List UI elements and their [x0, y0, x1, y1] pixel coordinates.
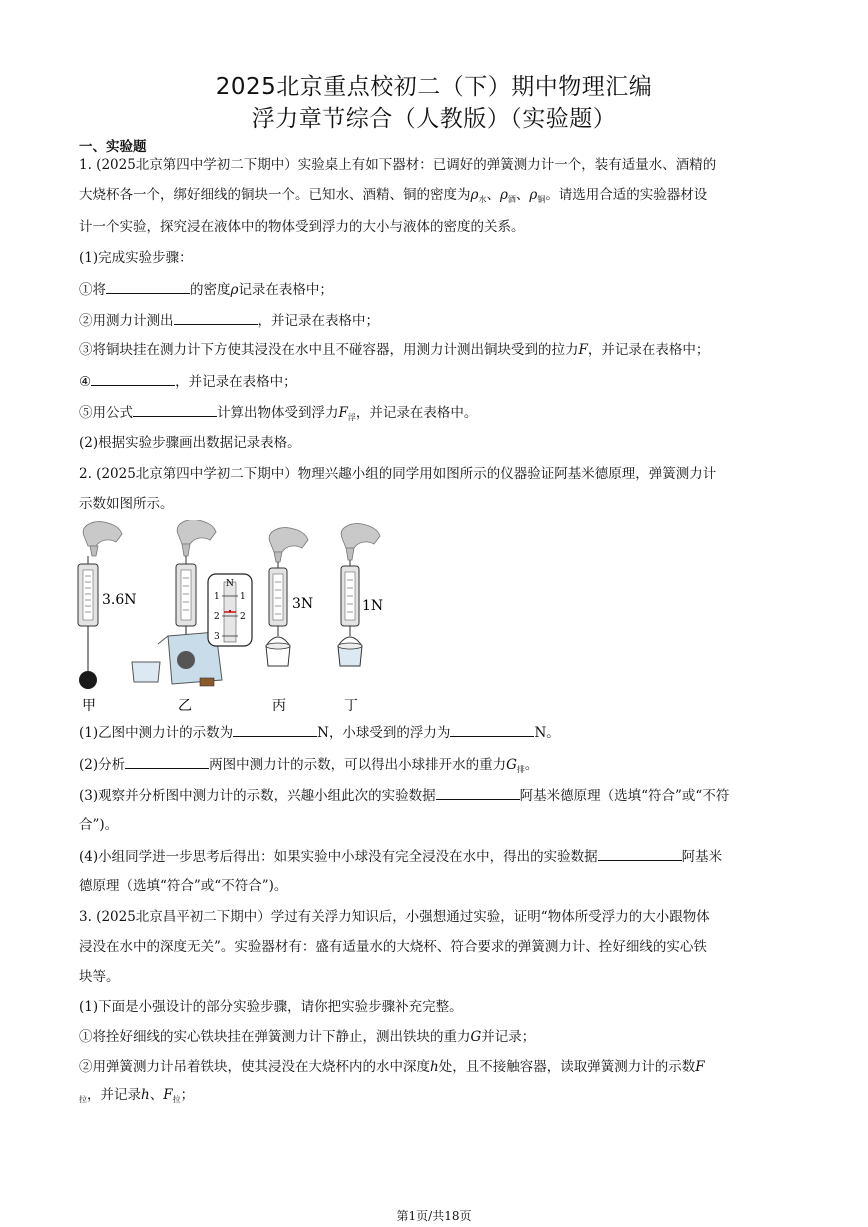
q3-step-1: ①将拴好细线的实心铁块挂在弹簧测力计下静止，测出铁块的重力G并记录； — [79, 1029, 536, 1045]
q1-step-2: ②用测力计测出 ，并记录在表格中； — [79, 313, 379, 329]
q1-step-1: ①将 的密度ρ记录在表格中； — [79, 282, 333, 298]
experiment-figure — [70, 520, 450, 720]
reading-ding: 1N — [362, 598, 384, 614]
label-jia: 甲 — [82, 698, 96, 714]
answer-blank[interactable] — [125, 755, 209, 769]
q3-line-2: 浸没在水中的深度无关”。实验器材有：盛有适量水的大烧杯、符合要求的弹簧测力计、拴好细线的实心铁 — [79, 939, 707, 955]
reading-bing: 3N — [292, 596, 314, 612]
zoom-tick-label: 1 — [214, 592, 220, 602]
q2-part-4-cont: 德原理（选填“符合”或“不符合”)。 — [79, 878, 288, 894]
label-bing: 丙 — [272, 698, 286, 714]
q3-step-2-cont: $_拉$，并记录h、$F_拉$； — [79, 1087, 195, 1104]
answer-blank[interactable] — [233, 723, 317, 737]
hand-icon — [341, 524, 380, 560]
q1-step-5: ⑤用公式 计算出物体受到浮力$F_浮$，并记录在表格中。 — [79, 405, 478, 422]
q2-part-2: (2)分析 两图中测力计的示数，可以得出小球排开水的重力$G_排$。 — [79, 757, 539, 774]
spring-scale-icon — [338, 560, 362, 646]
q2-line-2: 示数如图所示。 — [79, 496, 174, 512]
spring-scale-icon — [78, 556, 98, 689]
answer-blank[interactable] — [106, 280, 190, 294]
zoom-tick-label: 2 — [240, 612, 246, 622]
zoom-unit-label: N — [226, 579, 234, 589]
q1-part-2: (2)根据实验步骤画出数据记录表格。 — [79, 435, 301, 451]
small-beaker-icon — [132, 662, 160, 682]
q3-line-1: 3. (2025北京昌平初二下期中）学过有关浮力知识后，小强想通过实验，证明“物体所受浮力的大小跟物体 — [79, 909, 710, 925]
zoom-tick-label: 1 — [240, 592, 246, 602]
answer-blank[interactable] — [436, 786, 520, 800]
hand-icon — [177, 520, 216, 556]
page-subtitle: 浮力章节综合（人教版）（实验题） — [251, 106, 617, 132]
page-footer: 第1页/共18页 — [396, 1209, 472, 1223]
q2-part-3: (3)观察并分析图中测力计的示数，兴趣小组此次的实验数据 阿基米德原理（选填“符合”或“不符 — [79, 788, 730, 804]
bucket-icon — [338, 643, 362, 666]
answer-blank[interactable] — [174, 311, 258, 325]
section-heading: 一、实验题 — [79, 139, 147, 155]
q3-line-3: 块等。 — [79, 969, 120, 985]
q2-part-4: (4)小组同学进一步思考后得出：如果实验中小球没有完全浸没在水中，得出的实验数据 阿基米 — [79, 849, 723, 865]
q1-line-1: 1. (2025北京第四中学初二下期中）实验桌上有如下器材：已调好的弹簧测力计一个，装有适量水、酒精的 — [79, 157, 717, 173]
label-yi: 乙 — [178, 698, 192, 714]
reading-jia: 3.6N — [102, 592, 137, 608]
block-icon — [200, 678, 214, 686]
zoom-tick-label: 3 — [214, 632, 220, 642]
q1-line-3: 计一个实验，探究浸在液体中的物体受到浮力的大小与液体的密度的关系。 — [79, 219, 525, 235]
q2-line-1: 2. (2025北京第四中学初二下期中）物理兴趣小组的同学用如图所示的仪器验证阿基米德原理，弹簧测力计 — [79, 466, 717, 482]
hand-icon — [83, 522, 122, 556]
zoom-tick-label: 2 — [214, 612, 220, 622]
spring-scale-icon — [266, 562, 290, 646]
q1-part-1-heading: (1)完成实验步骤： — [79, 250, 193, 266]
hand-icon — [269, 528, 308, 562]
q3-step-2: ②用弹簧测力计吊着铁块，使其浸没在大烧杯内的水中深度h处，且不接触容器，读取弹簧测力计的示数F — [79, 1059, 705, 1075]
zoomed-scale-inset — [208, 574, 252, 646]
q3-part-1-heading: (1)下面是小强设计的部分实验步骤，请你把实验步骤补充完整。 — [79, 999, 463, 1015]
q1-step-4: ④ ，并记录在表格中； — [79, 374, 297, 390]
q2-part-3-cont: 合”)。 — [79, 817, 119, 833]
answer-blank[interactable] — [598, 847, 682, 861]
q1-line-2: 大烧杯各一个，绑好细线的铜块一个。已知水、酒精、铜的密度为$\rho_水$、$\rho_酒$、$\rho_铜$。请选用合适的实验器材设 — [79, 187, 708, 204]
q1-step-3: ③将铜块挂在测力计下方使其浸没在水中且不碰容器，用测力计测出铜块受到的拉力F，并记录在表格中； — [79, 342, 710, 358]
answer-blank[interactable] — [450, 723, 534, 737]
bucket-icon — [266, 643, 290, 666]
page-title: 2025北京重点校初二（下）期中物理汇编 — [215, 74, 653, 100]
label-ding: 丁 — [344, 698, 358, 714]
answer-blank[interactable] — [133, 403, 217, 417]
answer-blank[interactable] — [91, 372, 175, 386]
q2-part-1: (1)乙图中测力计的示数为 N，小球受到的浮力为 N。 — [79, 725, 560, 741]
